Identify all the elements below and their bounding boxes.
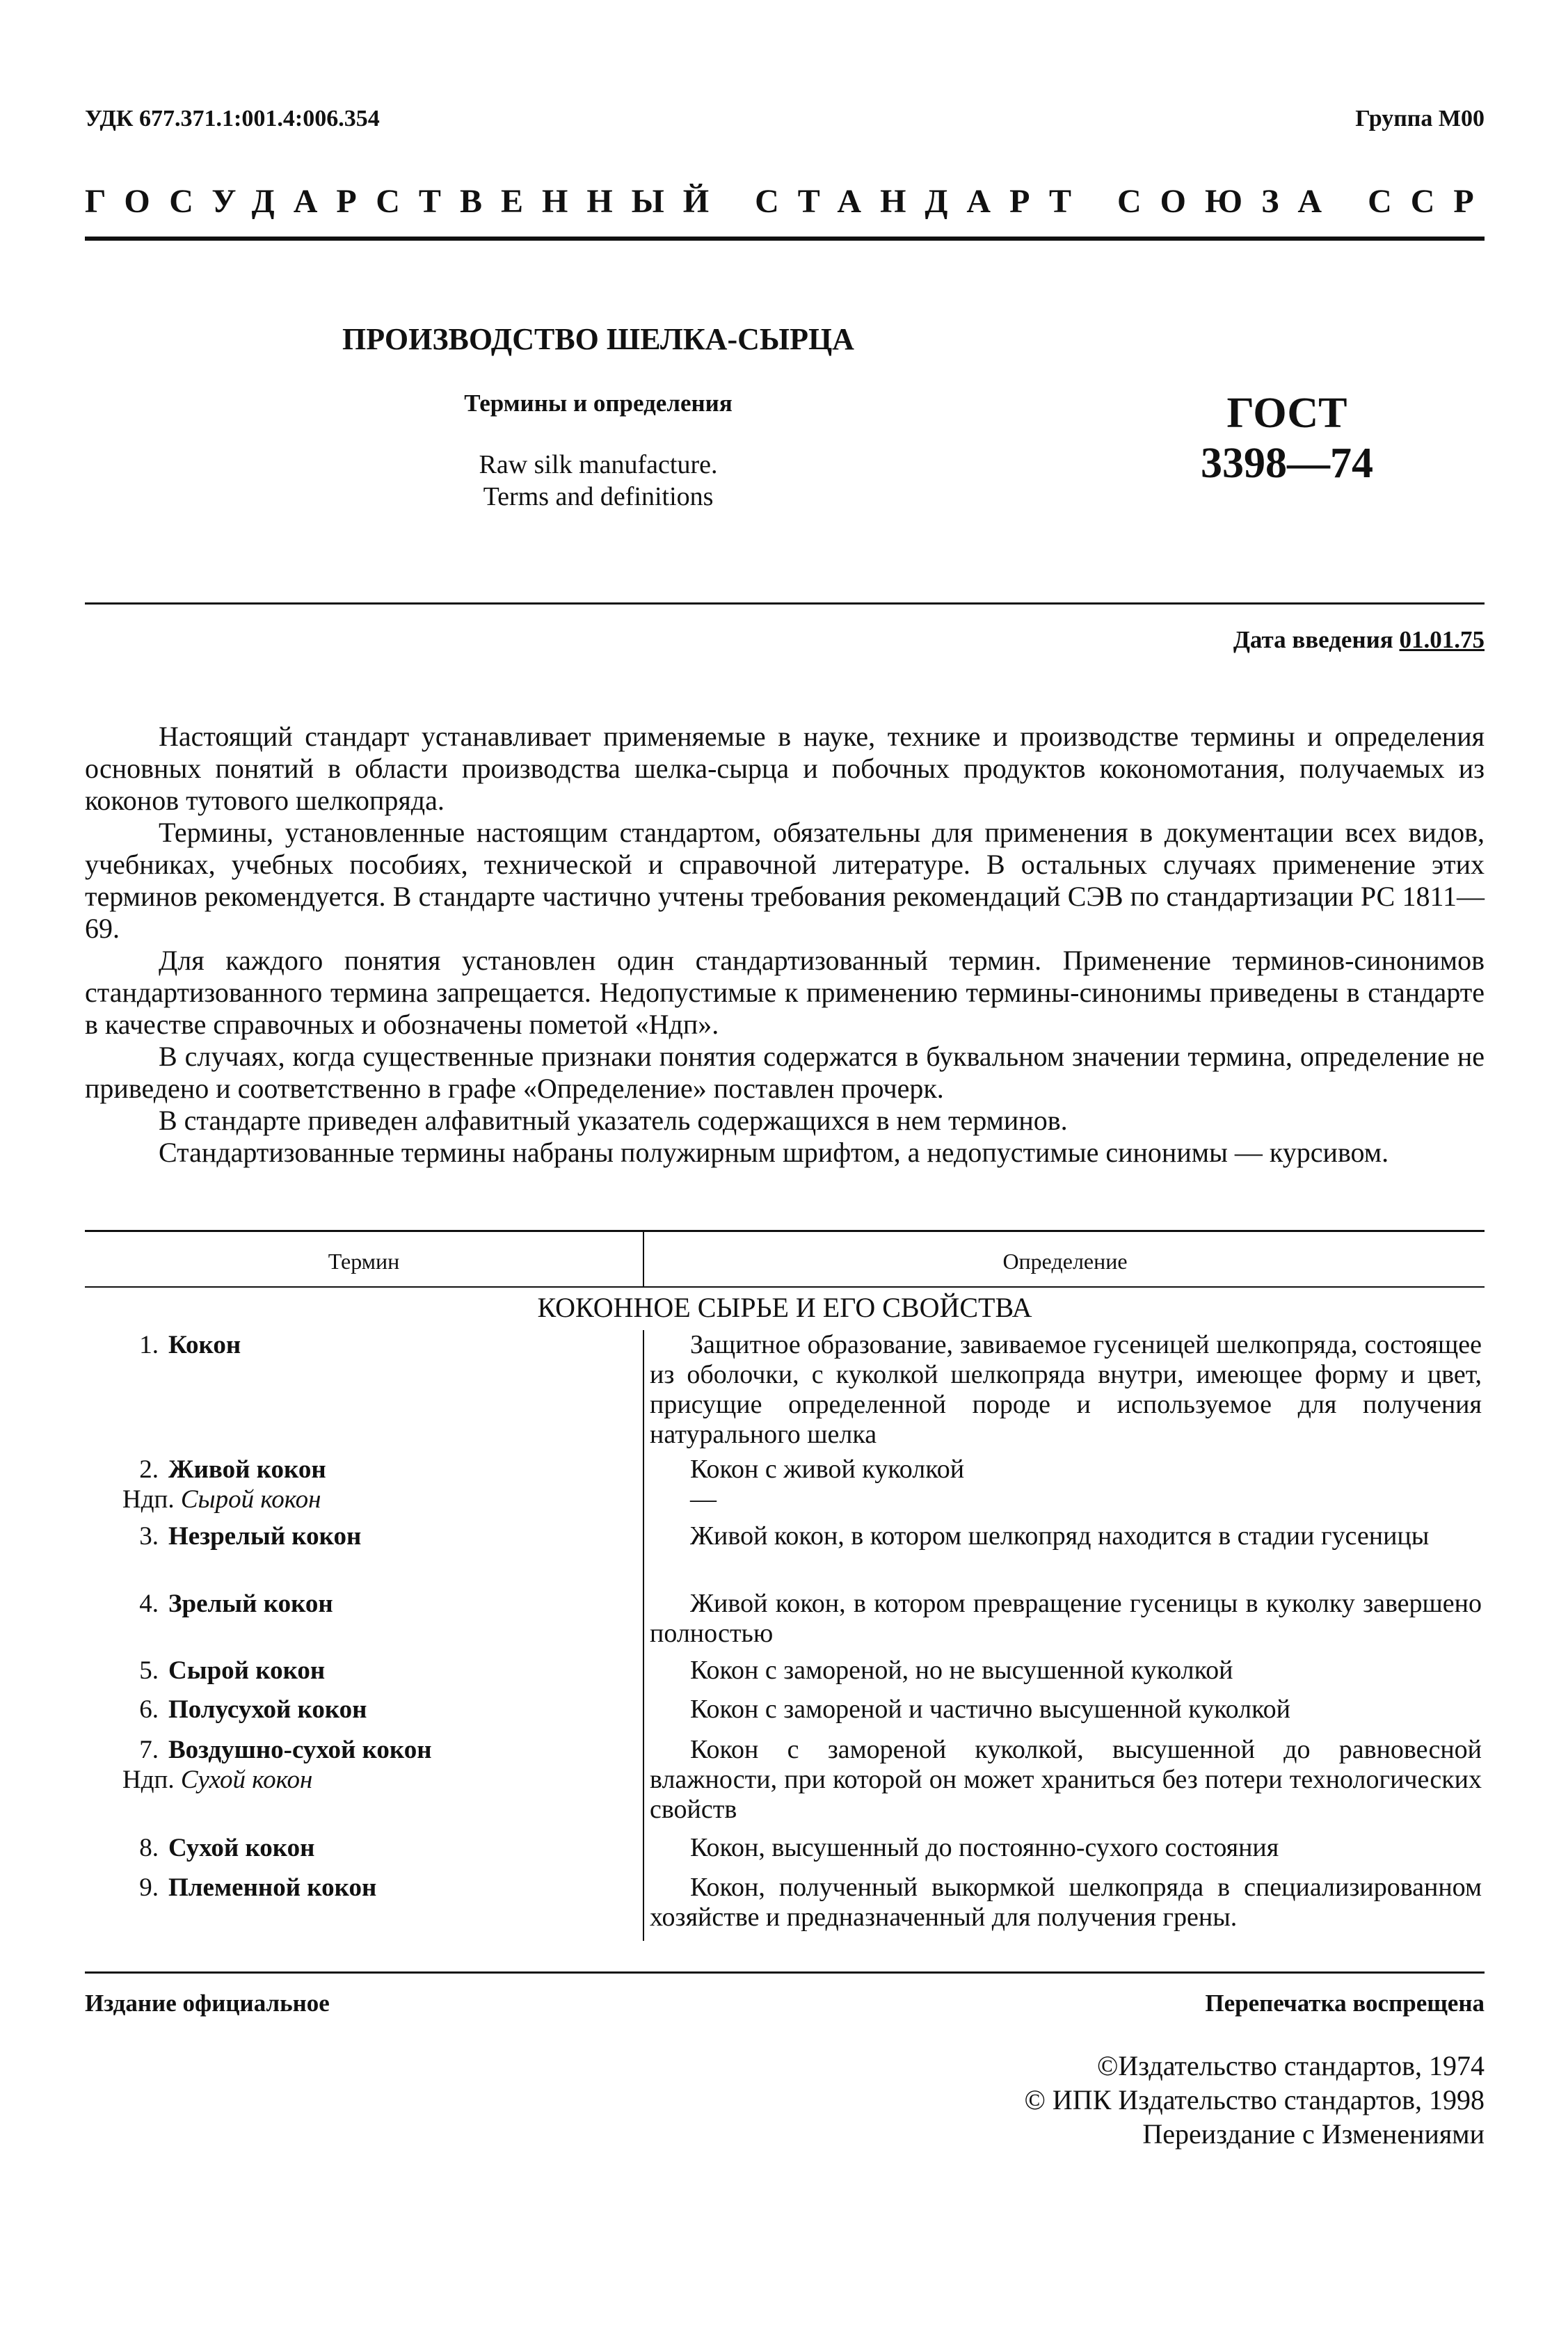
term-number: 7.	[139, 1736, 159, 1764]
reprint-prohibited-label: Перепечатка воспрещена	[1205, 1990, 1485, 2017]
header-rule	[85, 237, 1485, 241]
definition-dash: —	[690, 1485, 717, 1514]
date-value: 01.01.75	[1399, 626, 1485, 653]
state-standard-heading: ГОСУДАРСТВЕННЫЙ СТАНДАРТ СОЮЗА ССР	[85, 183, 1493, 220]
term-cell	[127, 1833, 697, 1863]
group-code: Группа М00	[1355, 106, 1485, 131]
definition-cell: Защитное образование, завиваемое гусеницей шелкопряда, состоящее из оболочки, с куколкой шелкопряда внутри, имеющее форму и цвет, присущие определенной породе и используемое для получения натурального шелка	[650, 1330, 1482, 1449]
copyright-line: ©Издательство стандартов, 1974	[1096, 2050, 1485, 2081]
definition-cell: Живой кокон, в котором шелкопряд находится в стадии гусеницы	[690, 1521, 1430, 1551]
term-number: 1.	[139, 1331, 159, 1359]
reissue-note: Переиздание с Изменениями	[1142, 2118, 1485, 2150]
copyright-block	[1025, 2049, 1485, 2151]
gost-designation	[1183, 388, 1391, 488]
column-header-term: Термин	[328, 1249, 400, 1274]
official-edition-label: Издание официальное	[85, 1990, 330, 2017]
header-column-divider	[643, 1231, 644, 1287]
definition-cell: Кокон, полученный выкормкой шелкопряда в специализированном хозяйстве и предназначенный для получения грены.	[650, 1873, 1482, 1932]
ndp-synonym: Сырой кокон	[180, 1485, 321, 1514]
term-name: Незрелый кокон	[168, 1522, 362, 1551]
ndp-mark: Ндп.	[122, 1766, 175, 1794]
term-cell	[127, 1873, 697, 1903]
table-header-rule	[85, 1286, 1485, 1288]
document-subtitle: Термины и определения	[464, 390, 733, 417]
term-number: 6.	[139, 1695, 159, 1724]
udk-code: УДК 677.371.1:001.4:006.354	[85, 106, 380, 131]
column-header-definition: Определение	[1002, 1249, 1128, 1274]
term-name: Полусухой кокон	[168, 1695, 367, 1724]
term-number: 8.	[139, 1834, 159, 1862]
term-number: 4.	[139, 1590, 159, 1618]
intro-paragraph: В стандарте приведен алфавитный указатель содержащихся в нем терминов.	[159, 1105, 1068, 1136]
term-name: Зрелый кокон	[168, 1590, 333, 1618]
intro-paragraph: Термины, установленные настоящим стандартом, обязательны для применения в документации всех видов, учебниках, учебных пособиях, технической и справочной литературе. В остальных случаях применение этих терминов рекомендуется. В стандарте частично учтены требования рекомендаций СЭВ по стандартизации РС 1811—69.	[85, 817, 1485, 944]
definition-cell: Кокон с замореной куколкой, высушенной до равновесной влажности, при которой он может храниться без потери технологических свойств	[650, 1735, 1482, 1824]
term-number: 2.	[139, 1455, 159, 1484]
term-cell	[122, 1455, 697, 1514]
term-number: 3.	[139, 1522, 159, 1551]
definition-cell	[650, 1455, 1482, 1514]
table-top-rule	[85, 1230, 1485, 1232]
term-number: 9.	[139, 1873, 159, 1902]
definition-cell: Живой кокон, в котором превращение гусеницы в куколку завершено полностью	[650, 1589, 1482, 1648]
ndp-mark: Ндп.	[122, 1485, 175, 1514]
intro-paragraph: В случаях, когда существенные признаки понятия содержатся в буквальном значении термина, определение не приведено и соответственно в графе «Определение» поставлен прочерк.	[85, 1041, 1485, 1104]
definition-cell: Кокон с замореной, но не высушенной куколкой	[690, 1656, 1233, 1685]
ndp-synonym: Сухой кокон	[180, 1766, 313, 1794]
term-name: Кокон	[168, 1331, 241, 1359]
english-title-line-1: Raw silk manufacture.	[479, 450, 718, 479]
document-title: ПРОИЗВОДСТВО ШЕЛКА-СЫРЦА	[342, 322, 854, 356]
term-name: Живой кокон	[168, 1455, 326, 1484]
term-cell	[127, 1656, 697, 1686]
table-bottom-rule	[85, 1971, 1485, 1974]
intro-paragraph: Стандартизованные термины набраны полужирным шрифтом, а недопустимые синонимы — курсивом.	[159, 1137, 1389, 1168]
title-rule	[85, 602, 1485, 605]
gost-label: ГОСТ	[1226, 390, 1347, 437]
date-label: Дата введения	[1233, 626, 1393, 653]
term-name: Сухой кокон	[168, 1834, 315, 1862]
term-name: Племенной кокон	[168, 1873, 377, 1902]
copyright-line: © ИПК Издательство стандартов, 1998	[1024, 2084, 1485, 2115]
intro-paragraph: Настоящий стандарт устанавливает применяемые в науке, технике и производстве термины и определения основных понятий в области производства шелка-сырца и побочных продуктов кокономотания, получаемых из коконов тутового шелкопряда.	[85, 721, 1485, 816]
english-title-line-2: Terms and definitions	[483, 482, 714, 511]
term-cell	[122, 1735, 697, 1795]
intro-paragraph: Для каждого понятия установлен один стандартизованный термин. Применение терминов-синонимов стандартизованного термина запрещается. Недопустимые к применению термины-синонимы приведены в стандарте в качестве справочных и обозначены пометой «Ндп».	[85, 945, 1485, 1040]
term-cell	[127, 1330, 697, 1360]
definition-cell: Кокон с замореной и частично высушенной куколкой	[690, 1695, 1290, 1724]
definition-cell: Кокон, высушенный до постоянно-сухого состояния	[690, 1833, 1279, 1862]
term-cell	[127, 1589, 697, 1619]
introduction-date	[1233, 626, 1485, 654]
term-cell	[127, 1695, 697, 1725]
english-title	[250, 449, 946, 513]
intro-text	[85, 721, 1485, 1169]
definition-text: Кокон с живой куколкой	[690, 1455, 965, 1484]
table-section-title: КОКОННОЕ СЫРЬЕ И ЕГО СВОЙСТВА	[537, 1292, 1032, 1323]
gost-number: 3398—74	[1201, 440, 1373, 487]
term-number: 5.	[139, 1656, 159, 1685]
term-cell	[127, 1521, 697, 1551]
term-name: Сырой кокон	[168, 1656, 326, 1685]
term-name: Воздушно-сухой кокон	[168, 1736, 432, 1764]
